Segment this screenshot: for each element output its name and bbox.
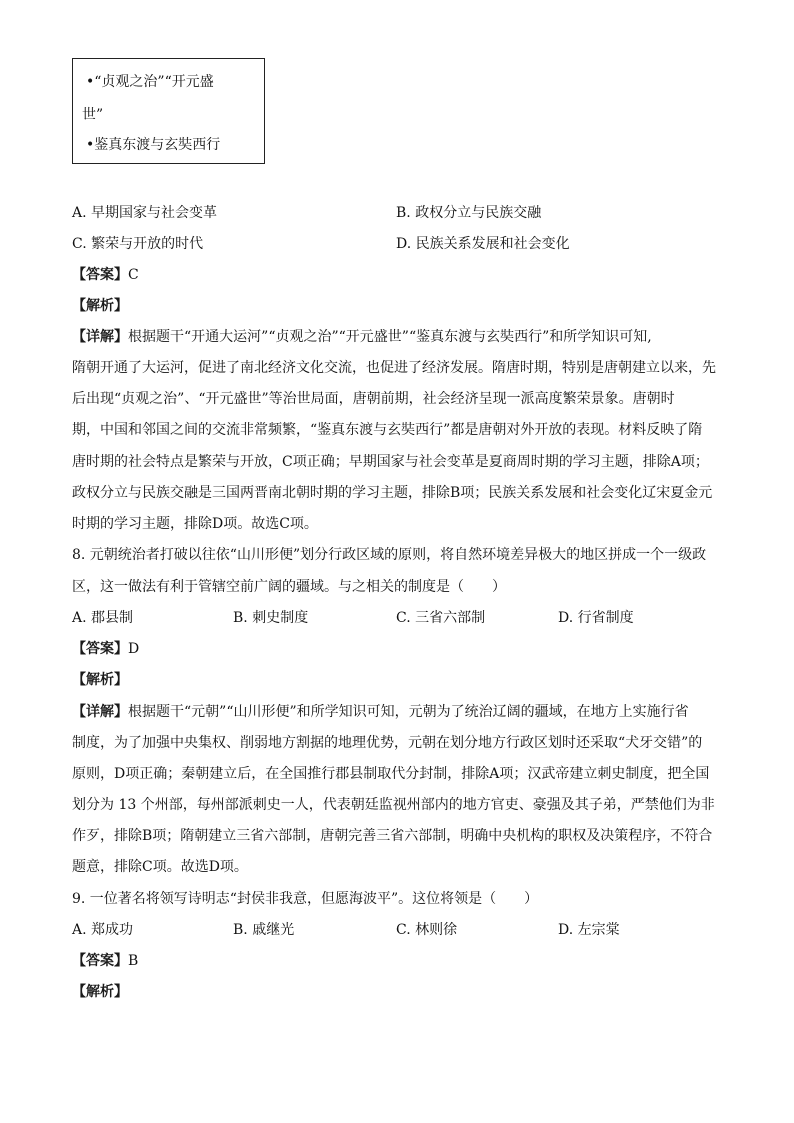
detail-tag: 【详解】: [72, 329, 128, 345]
q8-stem-line-2: 区，这一做法有利于管辖空前广阔的疆域。与之相关的制度是（ ）: [72, 579, 506, 595]
material-line-1: •“贞观之治”“开元盛: [86, 74, 214, 90]
q8-answer: [72, 639, 139, 659]
q7-detail-line-4: 期，中国和邻国之间的交流非常频繁，“鉴真东渡与玄奘西行”都是唐朝对外开放的表现。材料反映了隋: [72, 422, 703, 438]
q8-detail-line-1: [72, 702, 689, 722]
q7-detail-line-6: 政权分立与民族交融是三国两晋南北朝时期的学习主题，排除B项；民族关系发展和社会变化辽宋夏金元: [72, 485, 713, 501]
answer-value: D: [128, 641, 140, 657]
q7-analysis-heading: [72, 296, 128, 316]
analysis-tag: 【解析】: [72, 298, 128, 314]
answer-tag: 【答案】: [72, 641, 128, 657]
q8-stem-line-1: 8. 元朝统治者打破以往依“山川形便”划分行政区域的原则，将自然环境差异极大的地区拼成一个一级政: [72, 547, 707, 563]
q8-detail-line-5: 作歹，排除B项；隋朝建立三省六部制，唐朝完善三省六部制，明确中央机构的职权及决策程序，不符合: [72, 828, 713, 844]
q8-option-c: C. 三省六部制: [396, 610, 486, 626]
q9-option-d: D. 左宗棠: [558, 922, 620, 938]
answer-value: C: [128, 267, 139, 283]
q8-detail-line-2: 制度，为了加强中央集权、削弱地方割据的地理优势，元朝在划分地方行政区划时还采取“犬牙交错”的: [72, 735, 703, 751]
q7-option-b: B. 政权分立与民族交融: [396, 205, 542, 221]
q8-analysis-heading: [72, 670, 128, 690]
q7-detail-line-2: 隋朝开通了大运河，促进了南北经济文化交流，也促进了经济发展。隋唐时期，特别是唐朝建立以来，先: [72, 360, 716, 376]
q9-analysis-heading: [72, 982, 128, 1002]
detail-text: 根据题干“开通大运河”“贞观之治”“开元盛世”“鉴真东渡与玄奘西行”和所学知识可知,: [128, 329, 652, 345]
material-box: [72, 58, 265, 164]
detail-tag: 【详解】: [72, 704, 128, 720]
material-line-2: 世”: [82, 107, 104, 123]
q7-option-a: A. 早期国家与社会变革: [72, 205, 218, 221]
q7-answer: [72, 265, 139, 285]
q8-option-d: D. 行省制度: [558, 610, 634, 626]
answer-tag: 【答案】: [72, 267, 128, 283]
q9-stem: 9. 一位著名将领写诗明志“封侯非我意，但愿海波平”。这位将领是（ ）: [72, 891, 539, 907]
q7-detail-line-7: 时期的学习主题，排除D项。故选C项。: [72, 516, 318, 532]
q8-option-b: B. 刺史制度: [233, 610, 309, 626]
detail-text: 根据题干“元朝”“山川形便”和所学知识可知，元朝为了统治辽阔的疆域，在地方上实施行省: [128, 704, 689, 720]
q8-detail-line-3: 原则，D项正确；秦朝建立后，在全国推行郡县制取代分封制，排除A项；汉武帝建立刺史制度，把全国: [72, 766, 710, 782]
q8-detail-line-6: 题意，排除C项。故选D项。: [72, 859, 248, 875]
analysis-tag: 【解析】: [72, 672, 128, 688]
q7-detail-line-3: 后出现“贞观之治”、“开元盛世”等治世局面，唐朝前期，社会经济呈现一派高度繁荣景象。唐朝时: [72, 391, 675, 407]
q7-detail-line-5: 唐时期的社会特点是繁荣与开放，C项正确；早期国家与社会变革是夏商周时期的学习主题，排除A项；: [72, 454, 709, 470]
q8-detail-line-4: 划分为 13 个州部，每州部派刺史一人，代表朝廷监视州部内的地方官吏、豪强及其子弟，严禁他们为非: [72, 797, 715, 813]
q7-detail-line-1: [72, 327, 652, 347]
q9-option-a: A. 郑成功: [72, 922, 134, 938]
answer-tag: 【答案】: [72, 953, 128, 969]
answer-value: B: [128, 953, 139, 969]
material-line-3: •鉴真东渡与玄奘西行: [86, 137, 221, 153]
q9-option-c: C. 林则徐: [396, 922, 458, 938]
q7-option-c: C. 繁荣与开放的时代: [72, 236, 204, 252]
q8-option-a: A. 郡县制: [72, 610, 134, 626]
q9-answer: [72, 951, 138, 971]
q7-option-d: D. 民族关系发展和社会变化: [396, 236, 570, 252]
q9-option-b: B. 戚继光: [233, 922, 295, 938]
analysis-tag: 【解析】: [72, 984, 128, 1000]
